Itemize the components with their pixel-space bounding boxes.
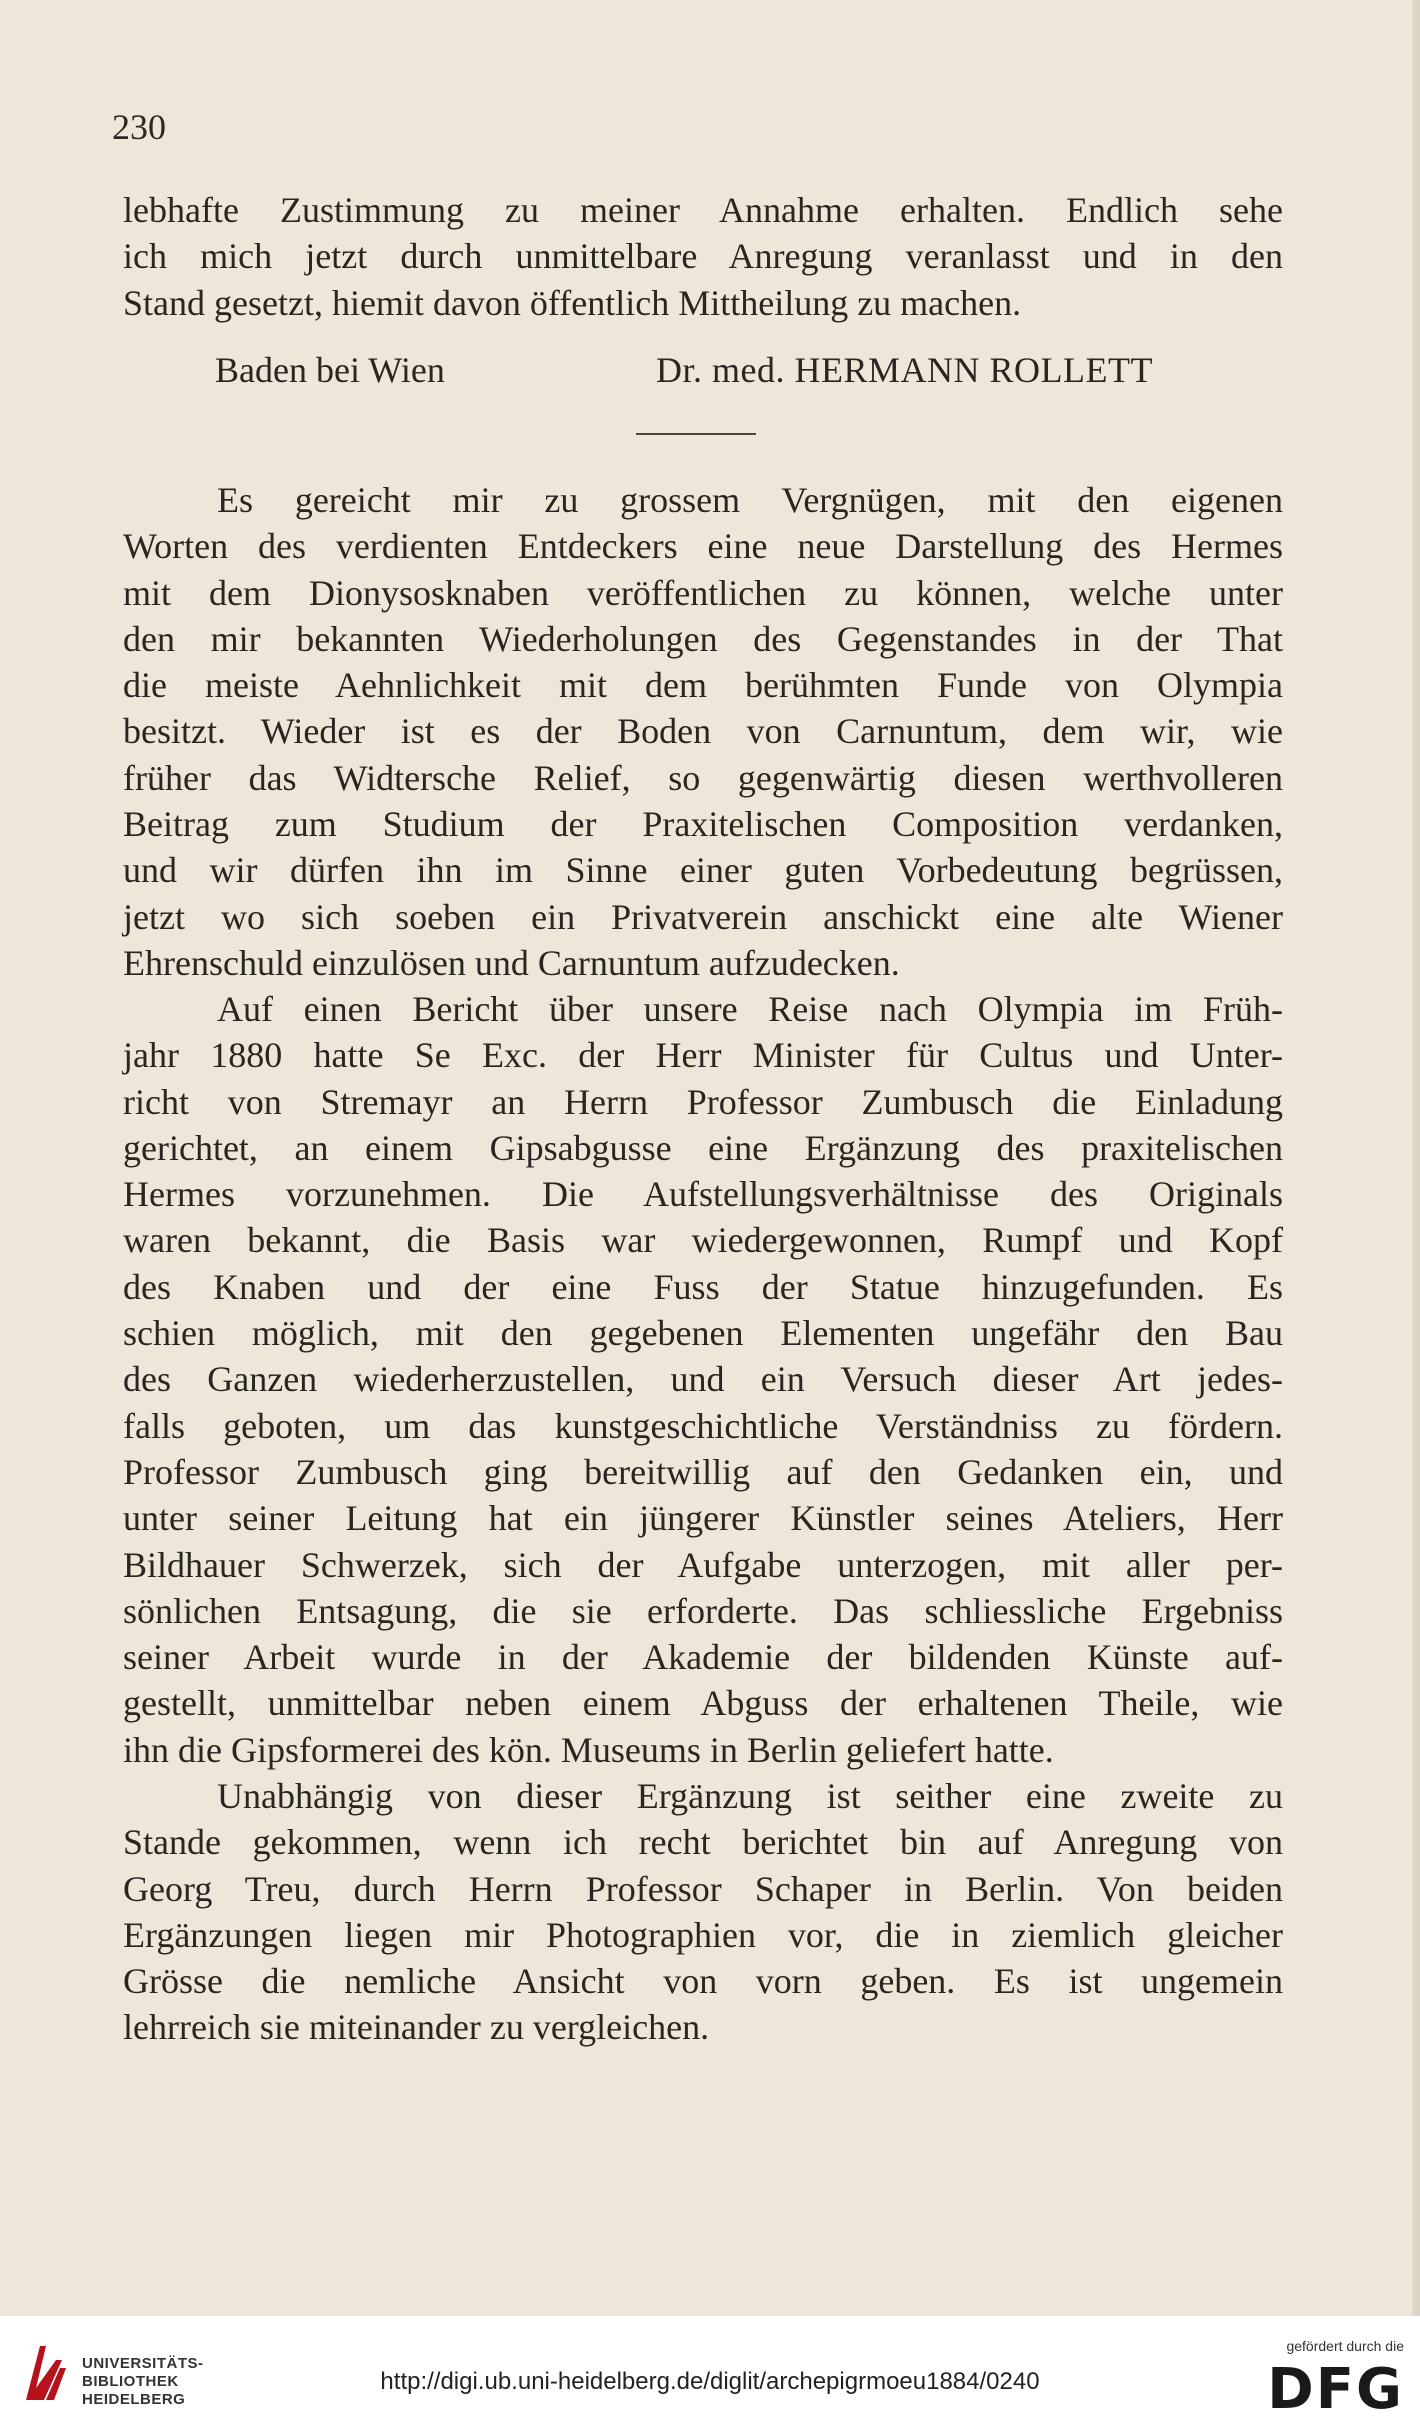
dfg-logo: DFG xyxy=(1267,2357,1404,2422)
funding-caption: gefördert durch die xyxy=(1286,2338,1404,2354)
text-line: Georg Treu, durch Herrn Professor Schaper in Berlin. Von beiden xyxy=(123,1868,1283,1909)
page-number: 230 xyxy=(112,107,166,147)
text-line: Grösse die nemliche Ansicht von vorn geben. Es ist ungemein xyxy=(123,1961,1283,2002)
page-edge xyxy=(1412,0,1420,2316)
text-line: jahr 1880 hatte Se Exc. der Herr Minister für Cultus und Unter- xyxy=(123,1035,1283,1076)
text-line: Unabhängig von dieser Ergänzung ist seither eine zweite zu xyxy=(217,1776,1283,1816)
text-line: Bildhauer Schwerzek, sich der Aufgabe unterzogen, mit aller per- xyxy=(123,1544,1283,1585)
text-line: ihn die Gipsformerei des kön. Museums in Berlin geliefert hatte. xyxy=(123,1729,1054,1770)
text-line: gestellt, unmittelbar neben einem Abguss der erhaltenen Theile, wie xyxy=(123,1683,1283,1724)
section-divider xyxy=(636,433,756,435)
paragraph-3 xyxy=(123,986,1283,1773)
text-line: Ehrenschuld einzulösen und Carnuntum aufzudecken. xyxy=(123,942,900,983)
text-line: Ergänzungen liegen mir Photographien vor, die in ziemlich gleicher xyxy=(123,1914,1283,1955)
text-line: seiner Arbeit wurde in der Akademie der bildenden Künste auf- xyxy=(123,1637,1283,1678)
text-line: unter seiner Leitung hat ein jüngerer Künstler seines Ateliers, Herr xyxy=(123,1498,1283,1539)
text-line: lehrreich sie miteinander zu vergleichen. xyxy=(123,2007,710,2048)
text-line: Es gereicht mir zu grossem Vergnügen, mit den eigenen xyxy=(217,480,1283,520)
permalink-url[interactable]: http://digi.ub.uni-heidelberg.de/diglit/archepigrmoeu1884/0240 xyxy=(380,2368,1040,2395)
text-line: sönlichen Entsagung, die sie erforderte. Das schliessliche Ergebniss xyxy=(123,1590,1283,1631)
library-name-line: HEIDELBERG xyxy=(82,2391,186,2408)
paragraph-2 xyxy=(123,477,1283,986)
library-name-line: UNIVERSITÄTS- xyxy=(82,2355,204,2372)
text-line: Stand gesetzt, hiemit davon öffentlich Mittheilung zu machen. xyxy=(123,282,1022,323)
paragraph-1 xyxy=(123,187,1283,326)
text-line: schien möglich, mit den gegebenen Elementen ungefähr den Bau xyxy=(123,1313,1283,1354)
text-line: Worten des verdienten Entdeckers eine neue Darstellung des Hermes xyxy=(123,526,1283,567)
text-line: die meiste Aehnlichkeit mit dem berühmten Funde von Olympia xyxy=(123,665,1283,706)
text-line: falls geboten, um das kunstgeschichtliche Verständniss zu fördern. xyxy=(123,1405,1283,1446)
text-line: und wir dürfen ihn im Sinne einer guten Vorbedeutung begrüssen, xyxy=(123,850,1283,891)
text-line: ich mich jetzt durch unmittelbare Anregung veranlasst und in den xyxy=(123,236,1283,277)
text-line: des Knaben und der eine Fuss der Statue hinzugefunden. Es xyxy=(123,1266,1283,1307)
text-line: des Ganzen wiederherzustellen, und ein Versuch dieser Art jedes- xyxy=(123,1359,1283,1400)
text-line: jetzt wo sich soeben ein Privatverein anschickt eine alte Wiener xyxy=(123,896,1283,937)
text-line: Professor Zumbusch ging bereitwillig auf den Gedanken ein, und xyxy=(123,1451,1283,1492)
text-line: früher das Widtersche Relief, so gegenwärtig diesen werthvolleren xyxy=(123,757,1283,798)
text-line: Beitrag zum Studium der Praxitelischen Composition verdanken, xyxy=(123,804,1283,845)
text-line: richt von Stremayr an Herrn Professor Zumbusch die Einladung xyxy=(123,1081,1283,1122)
text-line: waren bekannt, die Basis war wiedergewonnen, Rumpf und Kopf xyxy=(123,1220,1283,1261)
paragraph-4 xyxy=(123,1773,1283,2051)
text-line: lebhafte Zustimmung zu meiner Annahme erhalten. Endlich sehe xyxy=(123,190,1283,230)
signature-author: Dr. med. HERMANN ROLLETT xyxy=(656,350,1153,390)
text-line: Auf einen Bericht über unsere Reise nach Olympia im Früh- xyxy=(217,989,1283,1029)
text-line: gerichtet, an einem Gipsabgusse eine Ergänzung des praxitelischen xyxy=(123,1127,1283,1168)
text-line: den mir bekannten Wiederholungen des Gegenstandes in der That xyxy=(123,618,1283,659)
text-line: Stande gekommen, wenn ich recht berichtet bin auf Anregung von xyxy=(123,1822,1283,1863)
text-line: Hermes vorzunehmen. Die Aufstellungsverhältnisse des Originals xyxy=(123,1174,1283,1215)
text-line: besitzt. Wieder ist es der Boden von Carnuntum, dem wir, wie xyxy=(123,711,1283,752)
library-name-line: BIBLIOTHEK xyxy=(82,2373,179,2390)
text-line: mit dem Dionysosknaben veröffentlichen zu können, welche unter xyxy=(123,572,1283,613)
signature-place: Baden bei Wien xyxy=(215,350,445,390)
